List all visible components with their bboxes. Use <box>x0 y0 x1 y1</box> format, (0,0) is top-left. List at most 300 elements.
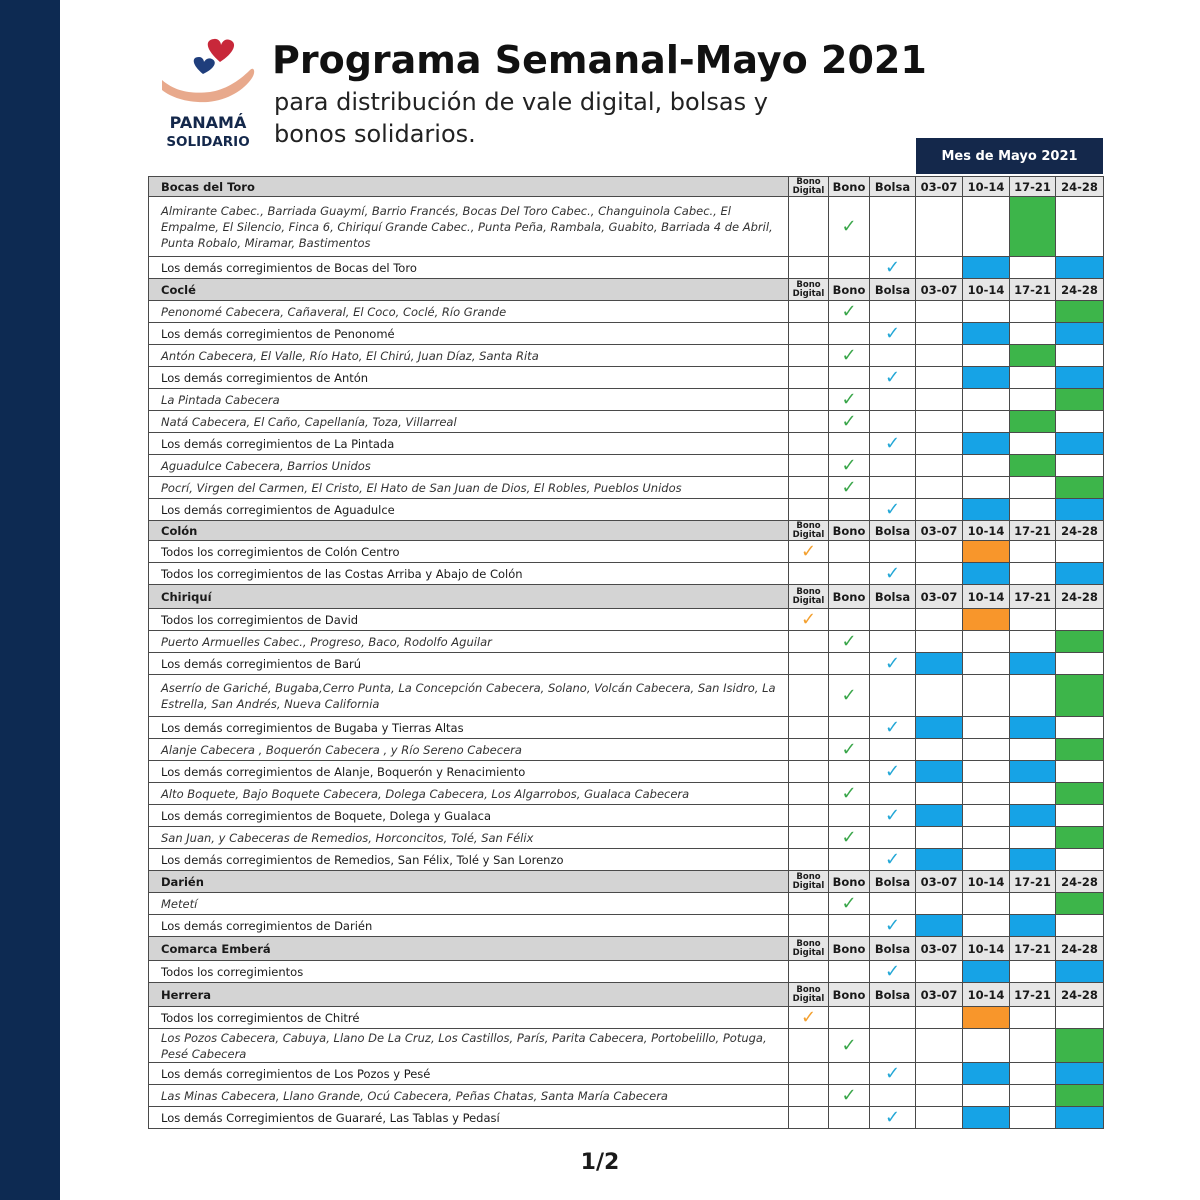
table-row <box>149 1007 1104 1029</box>
cell-digital <box>789 893 829 915</box>
week-cell-4 <box>1056 1007 1104 1029</box>
region-header-row <box>149 937 1104 961</box>
blue-check-icon: ✓ <box>884 433 901 454</box>
week-cell-4 <box>1056 257 1104 279</box>
green-check-icon: ✓ <box>841 893 857 914</box>
cell-digital <box>789 563 829 585</box>
corregimiento-name: Los demás corregimientos de Bugaba y Tierras Altas <box>149 717 789 739</box>
column-header-bolsa: Bolsa <box>870 177 916 197</box>
orange-check-icon: ✓ <box>800 541 817 562</box>
week-cell-3 <box>1010 631 1056 653</box>
cell-digital <box>789 455 829 477</box>
corregimiento-name: Todos los corregimientos de Colón Centro <box>149 541 789 563</box>
week-cell-2 <box>963 541 1010 563</box>
week-cell-3 <box>1010 717 1056 739</box>
cell-bono <box>829 961 870 983</box>
week-cell-2 <box>963 563 1010 585</box>
orange-check-icon: ✓ <box>800 1007 817 1028</box>
cell-bolsa <box>870 783 916 805</box>
week-cell-1 <box>916 805 963 827</box>
corregimiento-name: Los demás corregimientos de La Pintada <box>149 433 789 455</box>
cell-bono <box>829 389 870 411</box>
orange-check-icon: ✓ <box>800 609 817 630</box>
week-cell-2 <box>963 849 1010 871</box>
week-cell-3 <box>1010 197 1056 257</box>
cell-bolsa <box>870 301 916 323</box>
cell-bono <box>829 1063 870 1085</box>
week-cell-4 <box>1056 389 1104 411</box>
week-cell-3 <box>1010 345 1056 367</box>
table-row <box>149 675 1104 717</box>
week-cell-4 <box>1056 367 1104 389</box>
navy-heart-icon <box>194 57 215 74</box>
cell-bono <box>829 761 870 783</box>
column-header-w1: 03-07 <box>916 585 963 609</box>
week-cell-1 <box>916 915 963 937</box>
cell-digital <box>789 631 829 653</box>
column-header-w3: 17-21 <box>1010 585 1056 609</box>
column-header-bono-digital: Bono Digital <box>789 983 829 1007</box>
column-header-w1: 03-07 <box>916 279 963 301</box>
column-header-w4: 24-28 <box>1056 177 1104 197</box>
page-number: 1/2 <box>580 1150 620 1175</box>
corregimiento-name: Los Pozos Cabecera, Cabuya, Llano De La Cruz, Los Castillos, París, Parita Cabecera, Portobelillo, Potuga, Pesé Cabecera <box>149 1029 789 1063</box>
week-cell-2 <box>963 1029 1010 1063</box>
week-cell-4 <box>1056 1063 1104 1085</box>
cell-bono <box>829 499 870 521</box>
green-check-icon: ✓ <box>841 389 857 410</box>
table-row <box>149 1107 1104 1129</box>
cell-bolsa <box>870 477 916 499</box>
week-cell-3 <box>1010 563 1056 585</box>
cell-digital <box>789 783 829 805</box>
week-cell-1 <box>916 961 963 983</box>
table-row <box>149 1085 1104 1107</box>
table-row <box>149 345 1104 367</box>
green-check-icon: ✓ <box>841 631 857 652</box>
week-cell-4 <box>1056 609 1104 631</box>
cell-bolsa <box>870 499 916 521</box>
column-header-bono-digital: Bono Digital <box>789 937 829 961</box>
blue-check-icon: ✓ <box>884 1107 901 1128</box>
column-header-w4: 24-28 <box>1056 585 1104 609</box>
cell-bono <box>829 1007 870 1029</box>
week-cell-1 <box>916 257 963 279</box>
column-header-w3: 17-21 <box>1010 279 1056 301</box>
week-cell-4 <box>1056 739 1104 761</box>
table-row <box>149 609 1104 631</box>
green-check-icon: ✓ <box>841 216 857 237</box>
week-cell-4 <box>1056 893 1104 915</box>
cell-digital <box>789 323 829 345</box>
column-header-w4: 24-28 <box>1056 871 1104 893</box>
blue-check-icon: ✓ <box>884 1063 901 1084</box>
table-row <box>149 827 1104 849</box>
week-cell-3 <box>1010 805 1056 827</box>
cell-digital <box>789 1063 829 1085</box>
corregimiento-name: Los demás corregimientos de Darién <box>149 915 789 937</box>
cell-bolsa <box>870 717 916 739</box>
cell-bolsa <box>870 1063 916 1085</box>
week-cell-4 <box>1056 675 1104 717</box>
cell-bolsa <box>870 455 916 477</box>
cell-bono <box>829 739 870 761</box>
cell-digital <box>789 761 829 783</box>
column-header-w1: 03-07 <box>916 177 963 197</box>
cell-digital <box>789 915 829 937</box>
cell-bolsa <box>870 433 916 455</box>
week-cell-2 <box>963 499 1010 521</box>
column-header-w1: 03-07 <box>916 871 963 893</box>
table-row <box>149 197 1104 257</box>
column-header-bono: Bono <box>829 585 870 609</box>
green-check-icon: ✓ <box>841 685 857 706</box>
cell-bono <box>829 197 870 257</box>
cell-bolsa <box>870 761 916 783</box>
week-cell-2 <box>963 915 1010 937</box>
cell-bolsa <box>870 915 916 937</box>
week-cell-2 <box>963 805 1010 827</box>
week-cell-3 <box>1010 915 1056 937</box>
corregimiento-name: San Juan, y Cabeceras de Remedios, Horconcitos, Tolé, San Félix <box>149 827 789 849</box>
blue-check-icon: ✓ <box>884 323 901 344</box>
week-cell-3 <box>1010 849 1056 871</box>
corregimiento-name: Todos los corregimientos <box>149 961 789 983</box>
table-row <box>149 739 1104 761</box>
region-name: Chiriquí <box>149 585 789 609</box>
column-header-w4: 24-28 <box>1056 937 1104 961</box>
cell-digital <box>789 827 829 849</box>
cell-bolsa <box>870 631 916 653</box>
week-cell-1 <box>916 499 963 521</box>
column-header-bolsa: Bolsa <box>870 279 916 301</box>
week-cell-3 <box>1010 893 1056 915</box>
week-cell-4 <box>1056 631 1104 653</box>
blue-check-icon: ✓ <box>884 367 901 388</box>
table-row <box>149 301 1104 323</box>
side-bar <box>0 0 60 1200</box>
blue-check-icon: ✓ <box>884 915 901 936</box>
week-cell-4 <box>1056 961 1104 983</box>
week-cell-1 <box>916 717 963 739</box>
week-cell-2 <box>963 197 1010 257</box>
table-row <box>149 499 1104 521</box>
week-cell-3 <box>1010 433 1056 455</box>
week-cell-1 <box>916 1029 963 1063</box>
column-header-w2: 10-14 <box>963 521 1010 541</box>
green-check-icon: ✓ <box>841 411 857 432</box>
cell-digital <box>789 653 829 675</box>
week-cell-2 <box>963 653 1010 675</box>
corregimiento-name: Puerto Armuelles Cabec., Progreso, Baco, Rodolfo Aguilar <box>149 631 789 653</box>
table-row <box>149 323 1104 345</box>
cell-digital <box>789 717 829 739</box>
week-cell-3 <box>1010 455 1056 477</box>
table-row <box>149 805 1104 827</box>
week-cell-4 <box>1056 653 1104 675</box>
table-row <box>149 1029 1104 1063</box>
month-header: Mes de Mayo 2021 <box>916 138 1103 174</box>
subtitle-line-2: bonos solidarios. <box>274 120 476 148</box>
week-cell-1 <box>916 653 963 675</box>
week-cell-4 <box>1056 197 1104 257</box>
column-header-bolsa: Bolsa <box>870 937 916 961</box>
hand-icon <box>162 69 254 102</box>
week-cell-4 <box>1056 761 1104 783</box>
cell-bolsa <box>870 653 916 675</box>
logo-text-panama: PANAMÁ <box>169 113 247 132</box>
blue-check-icon: ✓ <box>884 257 901 278</box>
cell-digital <box>789 257 829 279</box>
table-row <box>149 631 1104 653</box>
table-row <box>149 433 1104 455</box>
table-row <box>149 783 1104 805</box>
week-cell-3 <box>1010 609 1056 631</box>
cell-digital <box>789 1007 829 1029</box>
page-title: Programa Semanal-Mayo 2021 <box>272 38 927 82</box>
table-row <box>149 961 1104 983</box>
cell-bono <box>829 717 870 739</box>
corregimiento-name: Los demás corregimientos de Los Pozos y Pesé <box>149 1063 789 1085</box>
week-cell-2 <box>963 675 1010 717</box>
column-header-bono: Bono <box>829 521 870 541</box>
cell-bono <box>829 893 870 915</box>
table-row <box>149 411 1104 433</box>
week-cell-3 <box>1010 411 1056 433</box>
cell-bono <box>829 609 870 631</box>
cell-bolsa <box>870 197 916 257</box>
cell-bono <box>829 563 870 585</box>
week-cell-2 <box>963 893 1010 915</box>
week-cell-3 <box>1010 783 1056 805</box>
week-cell-4 <box>1056 345 1104 367</box>
table-row <box>149 563 1104 585</box>
cell-bolsa <box>870 675 916 717</box>
cell-bolsa <box>870 849 916 871</box>
table-row <box>149 915 1104 937</box>
week-cell-2 <box>963 345 1010 367</box>
corregimiento-name: Pocrí, Virgen del Carmen, El Cristo, El Hato de San Juan de Dios, El Robles, Pueblos Unidos <box>149 477 789 499</box>
blue-check-icon: ✓ <box>884 961 901 982</box>
week-cell-4 <box>1056 541 1104 563</box>
corregimiento-name: Alanje Cabecera , Boquerón Cabecera , y Río Sereno Cabecera <box>149 739 789 761</box>
cell-bono <box>829 257 870 279</box>
week-cell-4 <box>1056 301 1104 323</box>
week-cell-2 <box>963 433 1010 455</box>
week-cell-2 <box>963 477 1010 499</box>
red-heart-icon <box>208 39 234 62</box>
week-cell-2 <box>963 389 1010 411</box>
table-row <box>149 893 1104 915</box>
week-cell-2 <box>963 783 1010 805</box>
column-header-bolsa: Bolsa <box>870 983 916 1007</box>
week-cell-1 <box>916 1007 963 1029</box>
week-cell-2 <box>963 257 1010 279</box>
cell-bolsa <box>870 609 916 631</box>
region-header-row <box>149 279 1104 301</box>
corregimiento-name: Todos los corregimientos de Chitré <box>149 1007 789 1029</box>
region-name: Colón <box>149 521 789 541</box>
panama-solidario-logo <box>158 36 258 148</box>
region-header-row <box>149 177 1104 197</box>
week-cell-1 <box>916 345 963 367</box>
week-cell-4 <box>1056 1107 1104 1129</box>
week-cell-2 <box>963 455 1010 477</box>
region-header-row <box>149 521 1104 541</box>
cell-digital <box>789 499 829 521</box>
cell-bolsa <box>870 961 916 983</box>
blue-check-icon: ✓ <box>884 653 901 674</box>
cell-bono <box>829 345 870 367</box>
corregimiento-name: Los demás Corregimientos de Guararé, Las Tablas y Pedasí <box>149 1107 789 1129</box>
week-cell-3 <box>1010 257 1056 279</box>
week-cell-4 <box>1056 1085 1104 1107</box>
corregimiento-name: Los demás corregimientos de Aguadulce <box>149 499 789 521</box>
week-cell-4 <box>1056 433 1104 455</box>
week-cell-1 <box>916 455 963 477</box>
corregimiento-name: Las Minas Cabecera, Llano Grande, Ocú Cabecera, Peñas Chatas, Santa María Cabecera <box>149 1085 789 1107</box>
week-cell-1 <box>916 783 963 805</box>
column-header-w3: 17-21 <box>1010 983 1056 1007</box>
column-header-w3: 17-21 <box>1010 177 1056 197</box>
column-header-w3: 17-21 <box>1010 871 1056 893</box>
week-cell-1 <box>916 631 963 653</box>
week-cell-3 <box>1010 301 1056 323</box>
week-cell-4 <box>1056 499 1104 521</box>
corregimiento-name: Aguadulce Cabecera, Barrios Unidos <box>149 455 789 477</box>
table-row <box>149 1063 1104 1085</box>
blue-check-icon: ✓ <box>884 499 901 520</box>
cell-bolsa <box>870 323 916 345</box>
cell-bono <box>829 301 870 323</box>
week-cell-3 <box>1010 499 1056 521</box>
column-header-w3: 17-21 <box>1010 937 1056 961</box>
week-cell-3 <box>1010 675 1056 717</box>
cell-digital <box>789 367 829 389</box>
cell-bono <box>829 477 870 499</box>
blue-check-icon: ✓ <box>884 849 901 870</box>
week-cell-1 <box>916 389 963 411</box>
cell-bono <box>829 849 870 871</box>
cell-digital <box>789 389 829 411</box>
cell-bolsa <box>870 257 916 279</box>
cell-bolsa <box>870 389 916 411</box>
table-row <box>149 367 1104 389</box>
week-cell-4 <box>1056 827 1104 849</box>
green-check-icon: ✓ <box>841 345 857 366</box>
cell-bono <box>829 411 870 433</box>
week-cell-1 <box>916 849 963 871</box>
region-header-row <box>149 585 1104 609</box>
column-header-w2: 10-14 <box>963 983 1010 1007</box>
week-cell-1 <box>916 1063 963 1085</box>
column-header-w4: 24-28 <box>1056 279 1104 301</box>
week-cell-1 <box>916 1107 963 1129</box>
column-header-w3: 17-21 <box>1010 521 1056 541</box>
week-cell-1 <box>916 477 963 499</box>
table-row <box>149 653 1104 675</box>
cell-digital <box>789 1029 829 1063</box>
column-header-w1: 03-07 <box>916 521 963 541</box>
week-cell-2 <box>963 1107 1010 1129</box>
week-cell-3 <box>1010 961 1056 983</box>
week-cell-2 <box>963 1007 1010 1029</box>
week-cell-4 <box>1056 477 1104 499</box>
week-cell-1 <box>916 1085 963 1107</box>
week-cell-2 <box>963 323 1010 345</box>
cell-digital <box>789 411 829 433</box>
cell-bolsa <box>870 367 916 389</box>
column-header-bono: Bono <box>829 937 870 961</box>
green-check-icon: ✓ <box>841 827 857 848</box>
week-cell-4 <box>1056 455 1104 477</box>
cell-bolsa <box>870 893 916 915</box>
week-cell-3 <box>1010 1063 1056 1085</box>
week-cell-4 <box>1056 411 1104 433</box>
cell-bono <box>829 827 870 849</box>
green-check-icon: ✓ <box>841 783 857 804</box>
cell-digital <box>789 849 829 871</box>
week-cell-2 <box>963 301 1010 323</box>
week-cell-1 <box>916 197 963 257</box>
green-check-icon: ✓ <box>841 455 857 476</box>
corregimiento-name: Los demás corregimientos de Antón <box>149 367 789 389</box>
week-cell-3 <box>1010 541 1056 563</box>
cell-bono <box>829 323 870 345</box>
cell-digital <box>789 739 829 761</box>
table-row <box>149 389 1104 411</box>
logo-text-solidario: SOLIDARIO <box>166 134 250 148</box>
column-header-w2: 10-14 <box>963 177 1010 197</box>
week-cell-1 <box>916 609 963 631</box>
cell-bono <box>829 675 870 717</box>
cell-bolsa <box>870 1085 916 1107</box>
subtitle-line-1: para distribución de vale digital, bolsas y <box>274 88 768 116</box>
week-cell-3 <box>1010 1107 1056 1129</box>
week-cell-4 <box>1056 915 1104 937</box>
cell-bolsa <box>870 827 916 849</box>
week-cell-4 <box>1056 783 1104 805</box>
week-cell-3 <box>1010 653 1056 675</box>
corregimiento-name: Antón Cabecera, El Valle, Río Hato, El Chirú, Juan Díaz, Santa Rita <box>149 345 789 367</box>
week-cell-1 <box>916 893 963 915</box>
cell-bono <box>829 631 870 653</box>
cell-bono <box>829 805 870 827</box>
column-header-w1: 03-07 <box>916 937 963 961</box>
region-name: Bocas del Toro <box>149 177 789 197</box>
week-cell-2 <box>963 367 1010 389</box>
week-cell-4 <box>1056 563 1104 585</box>
week-cell-4 <box>1056 1029 1104 1063</box>
blue-check-icon: ✓ <box>884 805 901 826</box>
week-cell-1 <box>916 827 963 849</box>
week-cell-1 <box>916 433 963 455</box>
week-cell-2 <box>963 1085 1010 1107</box>
column-header-w1: 03-07 <box>916 983 963 1007</box>
schedule-table <box>148 176 1104 1129</box>
week-cell-2 <box>963 761 1010 783</box>
week-cell-3 <box>1010 389 1056 411</box>
cell-bono <box>829 455 870 477</box>
region-name: Herrera <box>149 983 789 1007</box>
week-cell-3 <box>1010 827 1056 849</box>
cell-bono <box>829 1029 870 1063</box>
corregimiento-name: Los demás corregimientos de Barú <box>149 653 789 675</box>
cell-digital <box>789 1107 829 1129</box>
column-header-bolsa: Bolsa <box>870 871 916 893</box>
column-header-w2: 10-14 <box>963 937 1010 961</box>
cell-digital <box>789 197 829 257</box>
